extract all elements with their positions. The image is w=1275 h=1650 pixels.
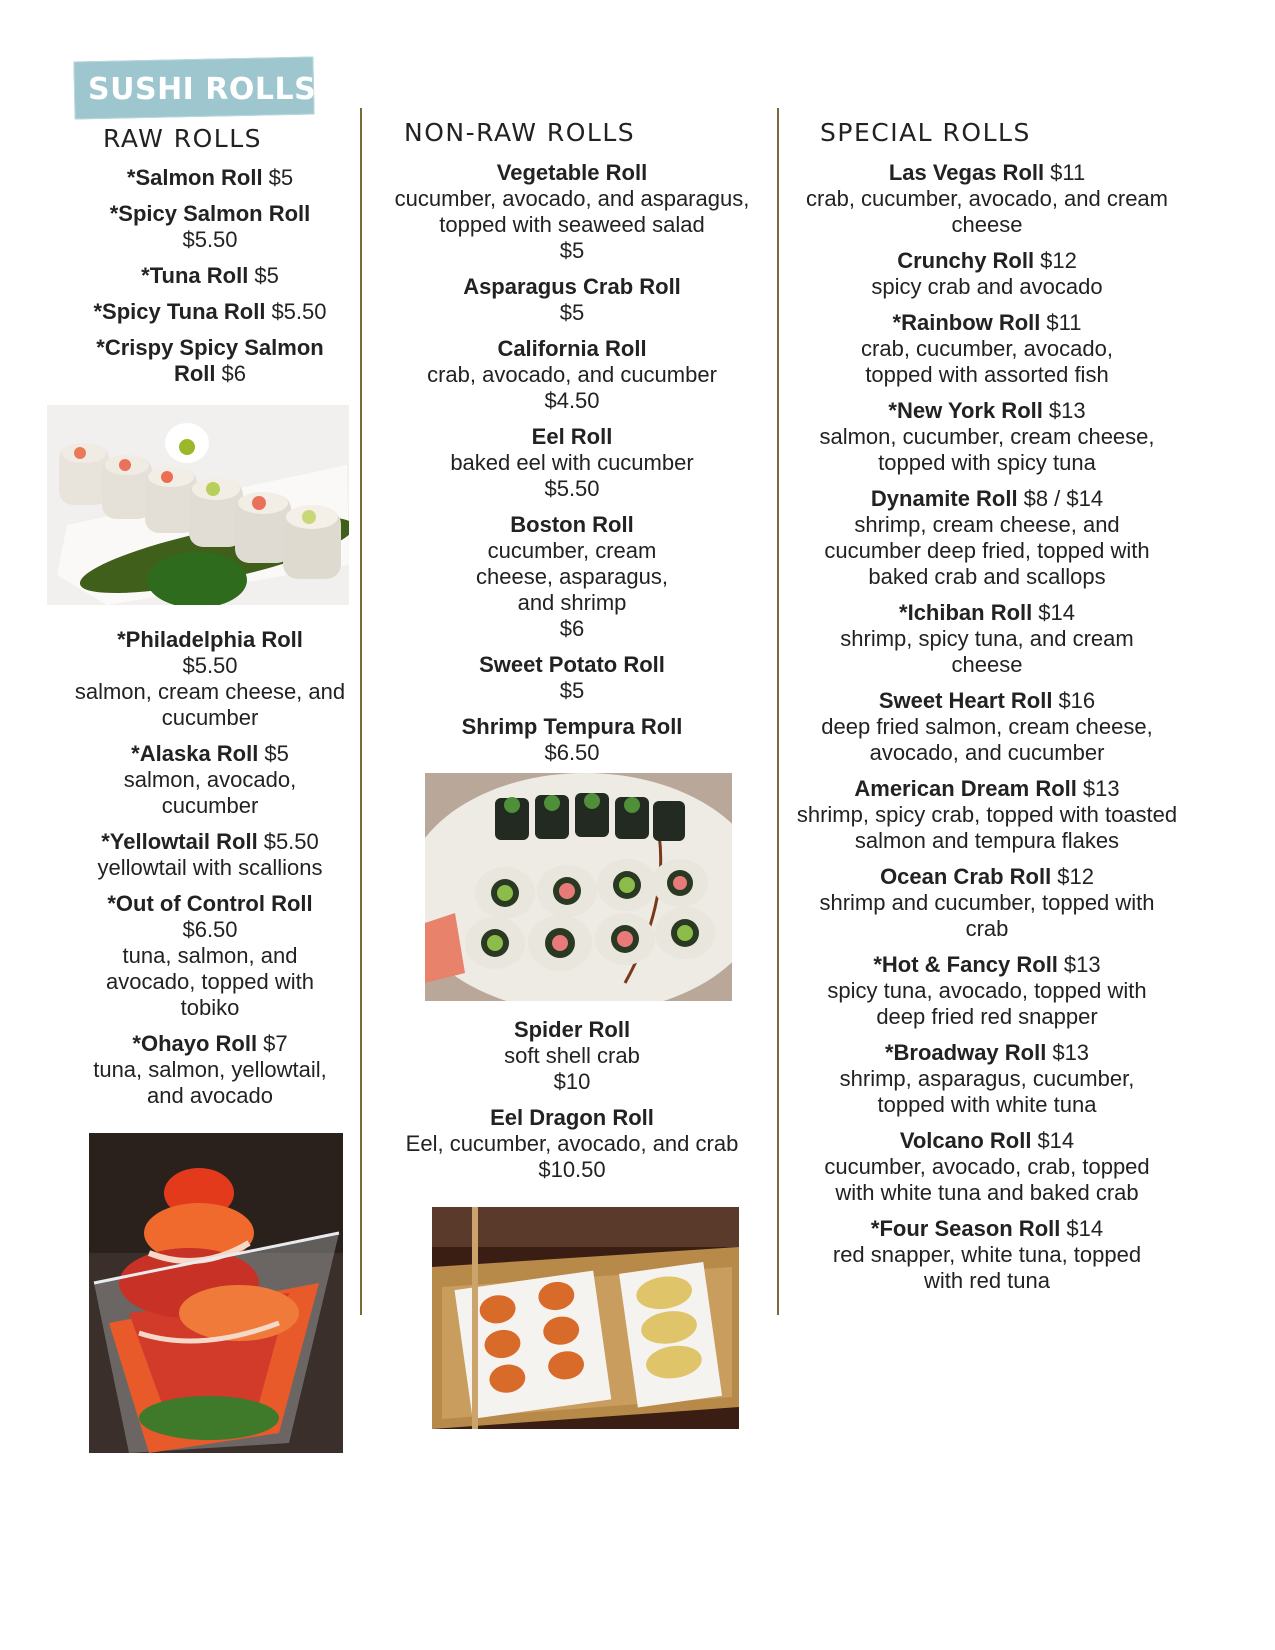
item-price: $14 [1066,1216,1104,1241]
menu-item [795,864,1179,942]
raw-rolls-top-list [70,165,350,397]
item-price: $13 [1052,1040,1090,1065]
item-price: $5 [264,741,289,766]
item-price: $5 [268,165,294,190]
item-name: Sweet Potato Roll [479,652,665,677]
item-price: $14 [1037,1128,1075,1153]
menu-item [70,335,350,387]
menu-item [380,274,764,326]
item-price: $5 [559,300,585,325]
item-price: $4.50 [544,388,600,413]
item-name: Eel Roll [531,424,613,449]
plate-illustration [425,773,732,1001]
item-name: *Ohayo Roll [132,1031,258,1056]
menu-item [795,486,1179,590]
item-name: *Out of Control Roll [107,891,313,916]
item-price: $6.50 [544,740,600,765]
item-name: *Spicy Tuna Roll [93,299,266,324]
menu-item [380,424,764,502]
item-description: crab, avocado, and cucumber [427,362,717,387]
item-price: $5 [559,238,585,263]
menu-item [380,160,764,264]
menu-item [380,652,764,704]
item-name: Dynamite Roll [870,486,1018,511]
item-price: $16 [1058,688,1096,713]
menu-item [380,336,764,414]
item-description: shrimp, spicy tuna, and cream cheese [840,626,1134,677]
sushi-roll-illustration [47,405,349,605]
menu-item [795,310,1179,388]
sushi-roll-photo [47,405,349,605]
menu-item [795,160,1179,238]
non-raw-rolls-heading: NON-RAW ROLLS [404,118,636,147]
item-name: *Yellowtail Roll [101,829,258,854]
item-price: $5 [254,263,279,288]
item-name: *Alaska Roll [131,741,259,766]
item-description: crab, cucumber, avocado, and cream cheese [806,186,1168,237]
boat-platter-illustration [432,1207,739,1429]
menu-item [70,627,350,731]
menu-item [70,891,350,1021]
menu-item [795,600,1179,678]
item-price: $13 [1063,952,1101,977]
non-raw-rolls-top-list [380,160,764,776]
menu-item [70,829,350,881]
item-name: Ocean Crab Roll [880,864,1052,889]
item-description: deep fried salmon, cream cheese, avocado, and cucumber [821,714,1153,765]
item-price: $6 [559,616,585,641]
item-description: tuna, salmon, and avocado, topped with tobiko [106,943,314,1020]
item-description: salmon, avocado, cucumber [123,767,297,818]
item-description: salmon, cucumber, cream cheese, topped with spicy tuna [819,424,1155,475]
section-badge-title: SUSHI ROLLS [88,72,317,107]
item-price: $7 [263,1031,288,1056]
item-description: Eel, cucumber, avocado, and crab [405,1131,739,1156]
menu-item [70,201,350,253]
item-description: cucumber, cream cheese, asparagus, and shrimp [475,538,669,615]
item-price: $10.50 [538,1157,606,1182]
item-price: $11 [1046,310,1082,335]
item-price: $6 [221,361,247,386]
boat-platter-photo [432,1207,739,1429]
menu-item [70,263,350,289]
item-name: Shrimp Tempura Roll [461,714,683,739]
item-price: $5.50 [263,829,319,854]
item-price: $8 / $14 [1023,486,1104,511]
item-name: *Salmon Roll [126,165,263,190]
menu-item [380,1105,764,1183]
item-description: cucumber, avocado, crab, topped with white tuna and baked crab [824,1154,1150,1205]
item-description: shrimp, spicy crab, topped with toasted salmon and tempura flakes [796,802,1178,853]
item-name: *Tuna Roll [141,263,249,288]
item-name: *Rainbow Roll [892,310,1041,335]
item-name: *Spicy Salmon Roll [109,201,311,226]
item-description: cucumber, avocado, and asparagus, topped with seaweed salad [394,186,750,237]
column-divider-right [777,108,779,1315]
item-price: $5.50 [271,299,327,324]
menu-item [795,1040,1179,1118]
item-price: $10 [553,1069,591,1094]
item-name: Crunchy Roll [897,248,1035,273]
menu-item [795,776,1179,854]
menu-item [795,398,1179,476]
item-description: soft shell crab [504,1043,640,1068]
item-name: *Four Season Roll [870,1216,1061,1241]
item-name: *Crispy Spicy Salmon [96,335,324,360]
item-name: Boston Roll [510,512,634,537]
item-description: salmon, cream cheese, and cucumber [74,679,346,730]
raw-rolls-heading: RAW ROLLS [103,124,263,153]
item-price: $5 [559,678,585,703]
item-name: Sweet Heart Roll [878,688,1053,713]
item-name: Vegetable Roll [496,160,648,185]
raw-rolls-bottom-list [70,627,350,1119]
menu-item [795,952,1179,1030]
item-name: Volcano Roll [899,1128,1032,1153]
menu-item [70,1031,350,1109]
menu-item [795,1216,1179,1294]
item-description: spicy tuna, avocado, topped with deep fried red snapper [827,978,1147,1029]
menu-item [70,741,350,819]
special-rolls-heading: SPECIAL ROLLS [820,118,1031,147]
item-name-cont: Roll [173,361,216,386]
item-price: $5.50 [182,227,238,252]
item-name: *Hot & Fancy Roll [873,952,1058,977]
item-name: *Broadway Roll [884,1040,1047,1065]
item-name: Eel Dragon Roll [490,1105,654,1130]
item-name: Spider Roll [513,1017,631,1042]
item-name: *Ichiban Roll [899,600,1033,625]
menu-item [380,714,764,766]
menu-item [70,299,350,325]
item-price: $5.50 [182,653,238,678]
menu-item [70,165,350,191]
item-price: $12 [1057,864,1094,889]
menu-item [795,1128,1179,1206]
item-name: *Philadelphia Roll [117,627,303,652]
item-price: $11 [1050,160,1086,185]
item-description: tuna, salmon, yellowtail, and avocado [93,1057,327,1108]
item-description: spicy crab and avocado [871,274,1103,299]
menu-item [795,688,1179,766]
item-description: shrimp, cream cheese, and cucumber deep fried, topped with baked crab and scallops [824,512,1150,589]
item-price: $13 [1082,776,1120,801]
menu-item [795,248,1179,300]
item-name: Las Vegas Roll [888,160,1045,185]
item-description: shrimp and cucumber, topped with crab [819,890,1155,941]
item-name: American Dream Roll [854,776,1077,801]
item-description: crab, cucumber, avocado, topped with assorted fish [861,336,1113,387]
item-price: $5.50 [544,476,600,501]
item-name: *New York Roll [888,398,1043,423]
non-raw-rolls-bottom-list [380,1017,764,1193]
menu-item [380,512,764,642]
item-description: baked eel with cucumber [450,450,694,475]
item-description: red snapper, white tuna, topped with red tuna [832,1242,1142,1293]
martini-illustration [89,1133,343,1453]
menu-item [380,1017,764,1095]
item-price: $6.50 [182,917,238,942]
item-price: $14 [1038,600,1075,625]
california-roll-plate-photo [425,773,732,1001]
column-divider-left [360,108,362,1315]
item-name: Asparagus Crab Roll [463,274,681,299]
item-name: California Roll [497,336,647,361]
special-rolls-list [795,160,1179,1304]
martini-sushi-photo [89,1133,343,1453]
item-description: yellowtail with scallions [97,855,323,880]
item-price: $13 [1048,398,1086,423]
item-description: shrimp, asparagus, cucumber, topped with white tuna [839,1066,1135,1117]
item-price: $12 [1040,248,1077,273]
